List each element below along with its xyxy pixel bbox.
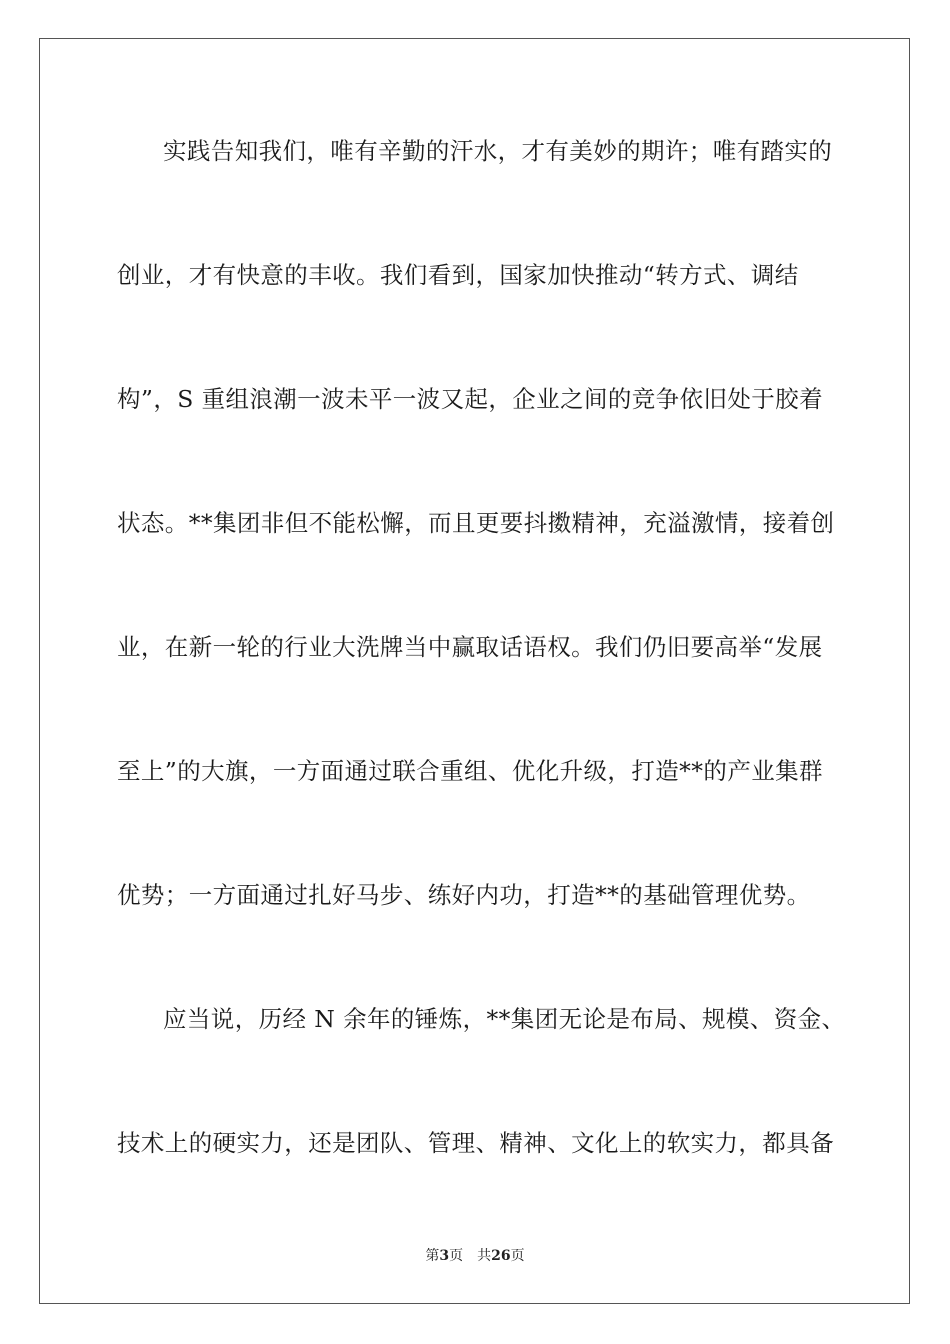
paragraph-1-line-3: 构”，S 重组浪潮一波未平一波又起，企业之间的竞争依旧处于胶着	[117, 385, 823, 413]
page-suffix: 页	[449, 1248, 464, 1264]
paragraph-1-line-7: 优势；一方面通过扎好马步、练好内功，打造**的基础管理优势。	[117, 881, 811, 909]
paragraph-1-line-1: 实践告知我们，唯有辛勤的汗水，才有美妙的期许；唯有踏实的	[163, 137, 833, 165]
paragraph-2-line-2: 技术上的硬实力，还是团队、管理、精神、文化上的软实力，都具备	[117, 1129, 834, 1157]
total-pages: 26	[491, 1248, 511, 1264]
total-suffix: 页	[510, 1248, 525, 1264]
page-prefix: 第	[425, 1248, 440, 1264]
paragraph-1-line-5: 业，在新一轮的行业大洗牌当中赢取话语权。我们仍旧要高举“发展	[117, 633, 823, 661]
paragraph-1-line-6: 至上”的大旗，一方面通过联合重组、优化升级，打造**的产业集群	[117, 757, 823, 785]
page-number: 3	[439, 1248, 450, 1264]
page-border	[39, 38, 910, 1304]
paragraph-1-line-4: 状态。**集团非但不能松懈，而且更要抖擞精神，充溢激情，接着创	[117, 509, 835, 537]
paragraph-1-line-2: 创业，才有快意的丰收。我们看到，国家加快推动“转方式、调结	[117, 261, 799, 289]
paragraph-2-line-1: 应当说，历经 N 余年的锤炼，**集团无论是布局、规模、资金、	[163, 1005, 846, 1033]
page-footer	[0, 1247, 950, 1265]
total-prefix: 共	[477, 1248, 492, 1264]
